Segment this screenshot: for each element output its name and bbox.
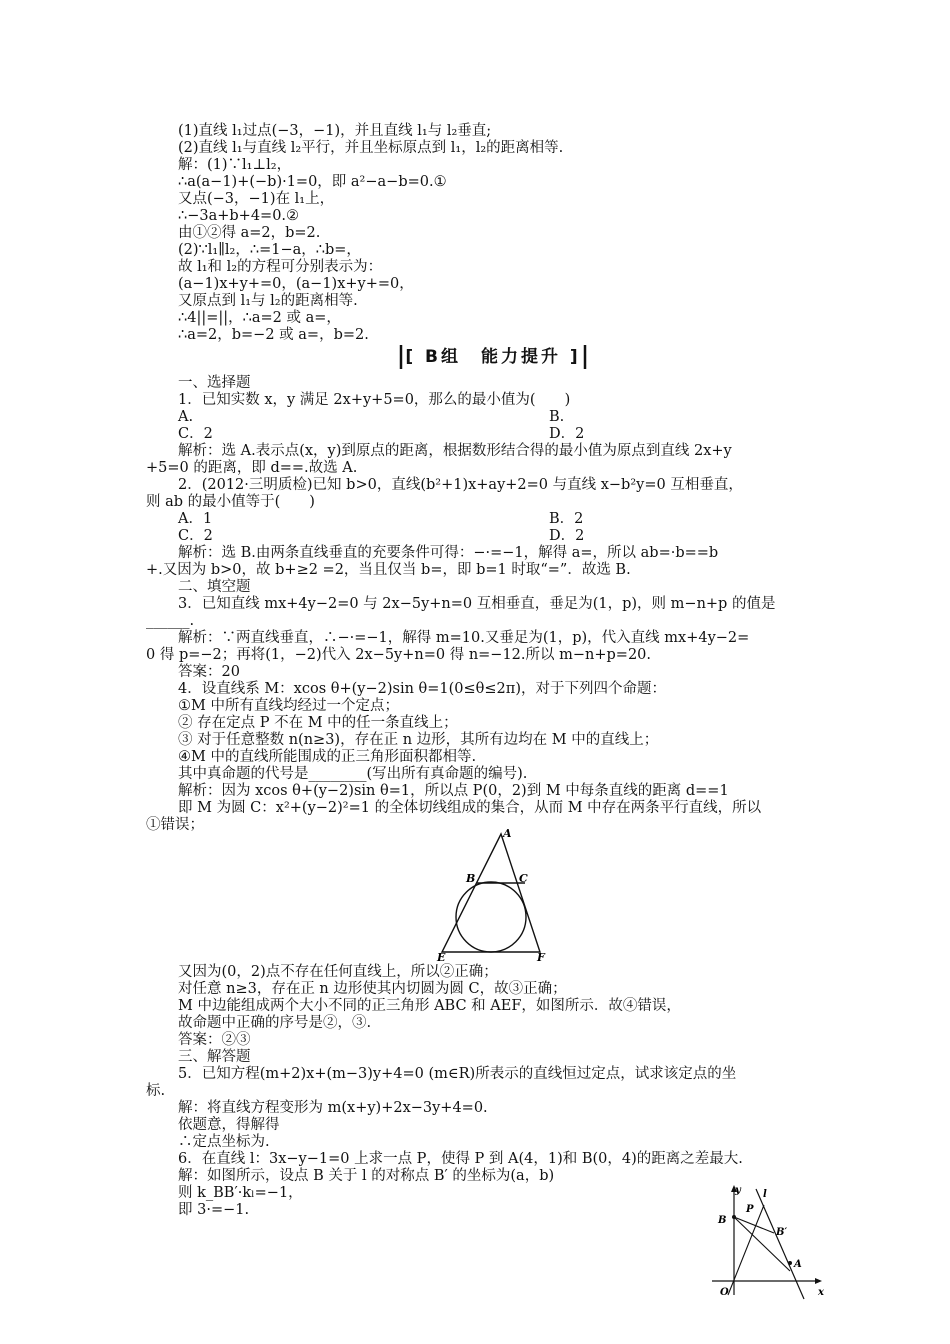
banner-title: B组 能力提升 [425,347,561,367]
point-a [788,1261,792,1265]
section-heading: 一、选择题 [178,375,251,391]
question-1: 1．已知实数 x，y 满足 2x+y+5=0，那么的最小值为( ) [178,392,571,408]
solution-line: ①错误； [146,817,204,833]
label-p: P [746,1204,754,1215]
solution-line: 解析：因为 xcos θ+(y−2)sin θ=1，所以点 P(0，2)到 M 中每条直线的距离 d==1 [178,783,729,799]
coordinate-figure [706,1183,830,1301]
question-5-cont: 标. [146,1083,166,1099]
question-2-cont: 则 ab 的最小值等于( ) [146,494,315,510]
question-4-prompt: 其中真命题的代号是________(写出所有真命题的编号). [178,766,528,782]
question-5: 5．已知方程(m+2)x+(m−3)y+4=0 (m∈R)所表示的直线恒过定点，试求该定点的坐 [178,1066,737,1082]
text-line: (2)∵l₁∥l₂，∴=1−a，∴b=， [178,242,361,258]
question-3: 3．已知直线 mx+4y−2=0 与 2x−5y+n=0 互相垂直，垂足为(1，p)，则 m−n+p 的值是 [178,596,776,612]
solution-line: 依题意，得解得 [178,1117,280,1133]
question-3-blank: ______. [146,613,195,629]
label-o: O [720,1287,729,1298]
solution-line: 解析：选 B.由两条直线垂直的充要条件可得：−·=−1，解得 a=，所以 ab=·b==b [178,545,719,561]
solution-line: ∴定点坐标为. [178,1134,270,1150]
option-b: B．2 [549,511,584,527]
label-b: B [466,872,476,885]
banner-left-bracket: [ [405,347,417,367]
point-b [732,1215,736,1219]
answer-line: 答案：②③ [178,1032,251,1048]
text-line: ∴a(a−1)+(−b)·1=0，即 a²−a−b=0.① [178,174,447,190]
label-a: A [794,1259,802,1270]
text-line: 解：(1)∵l₁⊥l₂， [178,157,292,173]
text-line: ∴a=2，b=−2 或 a=，b=2. [178,327,369,343]
question-2: 2．(2012·三明质检)已知 b>0，直线(b²+1)x+ay+2=0 与直线 x−b²y=0 互相垂直， [178,477,743,493]
solution-line: 即 M 为圆 C：x²+(y−2)²=1 的全体切线组成的集合，从而 M 中存在两条平行直线，所以 [178,800,762,816]
solution-line: 解析：选 A.表示点(x，y)到原点的距离，根据数形结合得的最小值为原点到直线 2x+y [178,443,732,459]
text-line: 又原点到 l₁与 l₂的距离相等. [178,293,358,309]
proposition-1: ①M 中所有直线均经过一个定点； [178,698,399,714]
option-d: D．2 [549,528,585,544]
text-line: ∴4||=||，∴a=2 或 a=， [178,310,341,326]
text-line: (2)直线 l₁与直线 l₂平行，并且坐标原点到 l₁，l₂的距离相等. [178,140,564,156]
option-b: B. [549,409,565,425]
label-c: C [519,872,528,885]
text-line: 由①②得 a=2，b=2. [178,225,321,241]
label-f: F [537,951,545,962]
solution-line: M 中边能组成两个大小不同的正三角形 ABC 和 AEF，如图所示．故④错误， [178,998,681,1014]
solution-line: 则 k_BB′·kₗ=−1， [178,1185,303,1201]
triangle-incircle-figure [430,826,550,962]
answer-line: 答案：20 [178,664,240,680]
option-d: D．2 [549,426,585,442]
label-x: x [818,1287,824,1298]
solution-line: 0 得 p=−2；再将(1，−2)代入 2x−5y+n=0 得 n=−12.所以 m−n+p=20. [146,647,652,663]
label-e: E [437,951,446,962]
proposition-2: ② 存在定点 P 不在 M 中的任一条直线上； [178,715,458,731]
option-c: C．2 [178,528,213,544]
incircle [456,882,526,952]
label-a: A [503,827,512,840]
banner-right-bracket: ] [569,347,581,367]
text-line: ∴−3a+b+4=0.② [178,208,300,224]
solution-line: 解析：∵两直线垂直，∴−·=−1，解得 m=10.又垂足为(1，p)，代入直线 mx+4y−2= [178,630,750,646]
solution-line: +.又因为 b>0，故 b+≥2 =2，当且仅当 b=，即 b=1 时取“=”．故选 B. [146,562,631,578]
solution-line: 即 3·=−1. [178,1202,250,1218]
label-l: l [763,1189,767,1200]
solution-line: 解：如图所示，设点 B 关于 l 的对称点 B′ 的坐标为(a，b) [178,1168,555,1184]
solution-line: +5=0 的距离，即 d==.故选 A. [146,460,358,476]
option-c: C．2 [178,426,213,442]
label-bprime: B′ [776,1227,788,1238]
section-heading: 二、填空题 [178,579,251,595]
solution-line: 对任意 n≥3，存在正 n 边形使其内切圆为圆 C，故③正确； [178,981,567,997]
label-b: B [718,1215,727,1226]
proposition-4: ④M 中的直线所能围成的正三角形面积都相等. [178,749,477,765]
banner-frame [398,343,588,371]
text-line: (1)直线 l₁过点(−3，−1)，并且直线 l₁与 l₂垂直; [178,123,492,139]
question-4: 4．设直线系 M：xcos θ+(y−2)sin θ=1(0≤θ≤2π)，对于下列四个命题： [178,681,666,697]
solution-line: 故命题中正确的序号是②，③. [178,1015,372,1031]
segment-ba [734,1217,790,1271]
section-heading: 三、解答题 [178,1049,251,1065]
triangle-aef [442,834,540,952]
text-line: 故 l₁和 l₂的方程可分别表示为： [178,259,383,275]
question-6: 6．在直线 l：3x−y−1=0 上求一点 P，使得 P 到 A(4，1)和 B(0，4)的距离之差最大. [178,1151,743,1167]
text-line: 又点(−3，−1)在 l₁上， [178,191,335,207]
option-a: A. [178,409,194,425]
solution-line: 又因为(0，2)点不存在任何直线上，所以②正确； [178,964,498,980]
line-l [756,1189,804,1299]
proposition-3: ③ 对于任意整数 n(n≥3)，存在正 n 边形，其所有边均在 M 中的直线上； [178,732,659,748]
solution-line: 解：将直线方程变形为 m(x+y)+2x−3y+4=0. [178,1100,488,1116]
x-axis-arrow [815,1278,822,1284]
label-y: y [735,1185,741,1196]
text-line: (a−1)x+y+=0，(a−1)x+y+=0， [178,276,414,292]
option-a: A．1 [178,511,213,527]
